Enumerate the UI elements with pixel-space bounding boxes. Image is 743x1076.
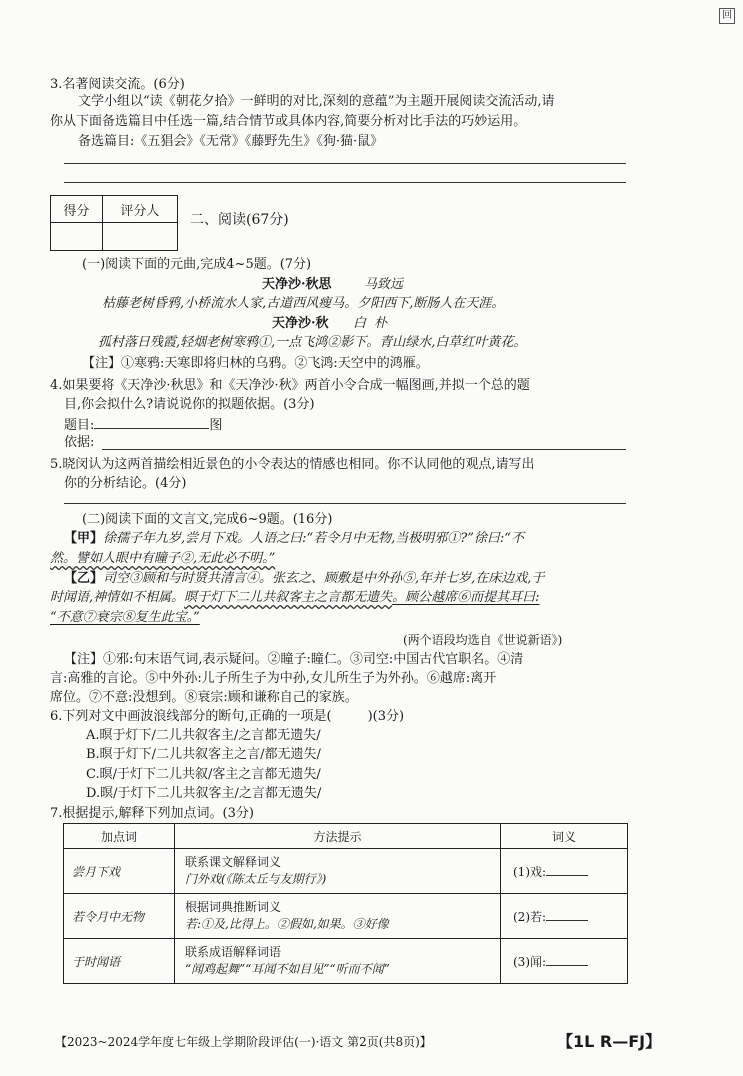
- score-cell[interactable]: [51, 223, 103, 251]
- table-row: [64, 849, 628, 894]
- q4-stem-line1: 4.如果要将《天净沙·秋思》和《天净沙·秋》两首小令合成一幅图画,并拟一个总的题: [50, 378, 530, 393]
- part2-intro: (二)阅读下面的文言文,完成6~9题。(16分): [82, 512, 333, 527]
- part2-note-line1: 【注】①邪:句末语气词,表示疑问。②瞳子:瞳仁。③司空:中国古代官职名。④清: [64, 652, 524, 667]
- q4-title-row: [64, 416, 222, 434]
- q3-body-line1: 文学小组以“读《朝花夕拾》一鲜明的对比,深刻的意蕴”为主题开展阅读交流活动,请: [78, 94, 555, 109]
- q3-title: 3.名著阅读交流。(6分): [50, 77, 185, 92]
- q3-body-line2: 你从下面备选篇目中任选一篇,结合情节或具体内容,简要分析对比手法的巧妙运用。: [50, 114, 527, 129]
- jia-line1: [64, 530, 524, 547]
- score-box: [50, 195, 178, 251]
- jia-label: 【甲】: [64, 531, 104, 546]
- section-heading: 二、阅读(67分): [190, 212, 289, 228]
- q6-stem-text: 6.下列对文中画波浪线部分的断句,正确的一项是(: [50, 709, 332, 724]
- q3-options: 备选篇目:《五猖会》《无常》《藤野先生》《狗·猫·鼠》: [78, 134, 384, 149]
- q7-answer-cell: [501, 849, 628, 894]
- poem1-author: 马致远: [364, 277, 404, 292]
- part1-intro: (一)阅读下面的元曲,完成4~5题。(7分): [82, 257, 312, 272]
- part2-note-line2: 言:高雅的言论。⑤中外孙:儿子所生子为中孙,女儿所生子为外孙。⑥越席:离开: [50, 671, 497, 686]
- exam-code: 【1L R—FJ】: [557, 1032, 662, 1051]
- q4-basis-line[interactable]: [102, 449, 626, 450]
- q7-answer-cell: [501, 939, 628, 984]
- q6-option[interactable]: C.暝/于灯下二儿共叙/客主之言都无遗失/: [86, 767, 321, 782]
- poem2-title: 天净沙·秋: [272, 316, 329, 331]
- q3-answer-line[interactable]: [64, 163, 626, 164]
- poem1-text: 枯藤老树昏鸦,小桥流水人家,古道西风瘦马。夕阳西下,断肠人在天涯。: [102, 296, 505, 311]
- page-footer: 【2023~2024学年度七年级上学期阶段评估(一)·语文 第2页(共8页)】: [55, 1035, 432, 1049]
- yi-label: 【乙】: [64, 571, 104, 586]
- q7-header-tip: 方法提示: [175, 824, 501, 849]
- yi-text-c: 。顾公越席⑥而提其耳曰:: [392, 590, 540, 605]
- q7-tip-detail: 若:①及,比得上。②假如,如果。③好像: [185, 917, 389, 931]
- poem1-title: 天净沙·秋思: [262, 277, 332, 292]
- q7-tip-label: 根据词典推断词义: [185, 900, 282, 914]
- part1-note: 【注】①寒鸦:天寒即将归林的乌鸦。②飞鸿:天空中的鸿雁。: [82, 356, 429, 371]
- q4-title-blank[interactable]: [94, 416, 209, 429]
- q7-word: 若令月中无物: [64, 894, 175, 939]
- poem2-text: 孤村落日残霞,轻烟老树寒鸦①,一点飞鸿②影下。青山绿水,白草红叶黄花。: [98, 335, 527, 350]
- q7-header-word: 加点词: [64, 824, 175, 849]
- jia-text: 徐孺子年九岁,尝月下戏。人语之曰:“若令月中无物,当极明邪①?”徐曰:“不: [103, 531, 524, 546]
- q7-tip-detail: “闻鸡起舞”“耳闻不如目见”“听而不闻”: [185, 962, 390, 976]
- q4-basis-label: 依据:: [64, 435, 95, 450]
- q7-answer-blank[interactable]: [546, 863, 588, 876]
- score-header: 得分: [51, 196, 103, 223]
- q7-table: [63, 823, 628, 984]
- q7-tip-cell: [175, 849, 501, 894]
- table-row: [64, 939, 628, 984]
- q7-tip-cell: [175, 894, 501, 939]
- q7-word: 于时闻语: [64, 939, 175, 984]
- q4-title-label: 题目:: [64, 418, 95, 433]
- q7-answer-label: (2)若:: [513, 909, 547, 924]
- q6-option[interactable]: D.暝/于灯下二儿共叙客主/之言都无遗失/: [86, 786, 322, 801]
- q7-answer-cell: [501, 894, 628, 939]
- grader-header: 评分人: [102, 196, 177, 223]
- corner-mark: 回: [719, 8, 735, 24]
- yi-line2: [50, 589, 540, 606]
- q7-answer-blank[interactable]: [546, 953, 588, 966]
- q7-tip-label: 联系课文解释词义: [185, 855, 282, 869]
- poem2-author: 白朴: [353, 316, 396, 331]
- q7-tip-detail: 门外戏(《陈太丘与友期行》): [185, 872, 327, 886]
- q6-option[interactable]: B.暝于灯下/二儿共叙客主之言/都无遗失/: [86, 747, 321, 762]
- yi-line3: “不意⑦衰宗⑧复生此宝。”: [50, 610, 200, 625]
- q7-answer-label: (3)闻:: [513, 954, 547, 969]
- yi-line1: [64, 570, 544, 587]
- passage-source: (两个语段均选自《世说新语》): [403, 633, 563, 647]
- wavy-sentence: 暝于灯下二儿共叙客主之言都无遗失: [184, 590, 393, 605]
- q7-word: 尝月下戏: [64, 849, 175, 894]
- q5-stem-line2: 你的分析结论。(4分): [64, 476, 187, 491]
- q5-answer-line[interactable]: [64, 503, 626, 504]
- part2-note-line3: 席位。⑦不意:没想到。⑧衰宗:顾和谦称自己的家族。: [50, 690, 358, 705]
- q4-title-suffix: 图: [209, 418, 223, 433]
- q6-option[interactable]: A.暝于灯下/二儿共叙客主/之言都无遗失/: [86, 728, 321, 743]
- jia-line2: 然。譬如人眼中有瞳子②,无此必不明。”: [50, 551, 276, 566]
- q7-answer-blank[interactable]: [546, 908, 588, 921]
- table-row: [64, 894, 628, 939]
- q7-stem: 7.根据提示,解释下列加点词。(3分): [50, 806, 254, 821]
- q4-stem-line2: 目,你会拟什么?请说说你的拟题依据。(3分): [64, 397, 315, 412]
- grader-cell[interactable]: [102, 223, 177, 251]
- q7-answer-label: (1)戏:: [513, 864, 547, 879]
- q7-tip-cell: [175, 939, 501, 984]
- q5-stem-line1: 5.晓闵认为这两首描绘相近景色的小令表达的情感也相同。你不认同他的观点,请写出: [50, 457, 535, 472]
- q7-tip-label: 联系成语解释词语: [185, 945, 282, 959]
- q6-stem-end: )(3分): [367, 709, 405, 724]
- q3-answer-line[interactable]: [64, 182, 626, 183]
- yi-text-a: 时闻语,神情如不相属。: [50, 590, 185, 605]
- yi-text: 司空③顾和与时贤共清言④。张玄之、顾敷是中外孙⑤,年并七岁,在床边戏,于: [103, 571, 545, 586]
- q6-stem: [50, 708, 404, 725]
- q7-header-meaning: 词义: [501, 824, 628, 849]
